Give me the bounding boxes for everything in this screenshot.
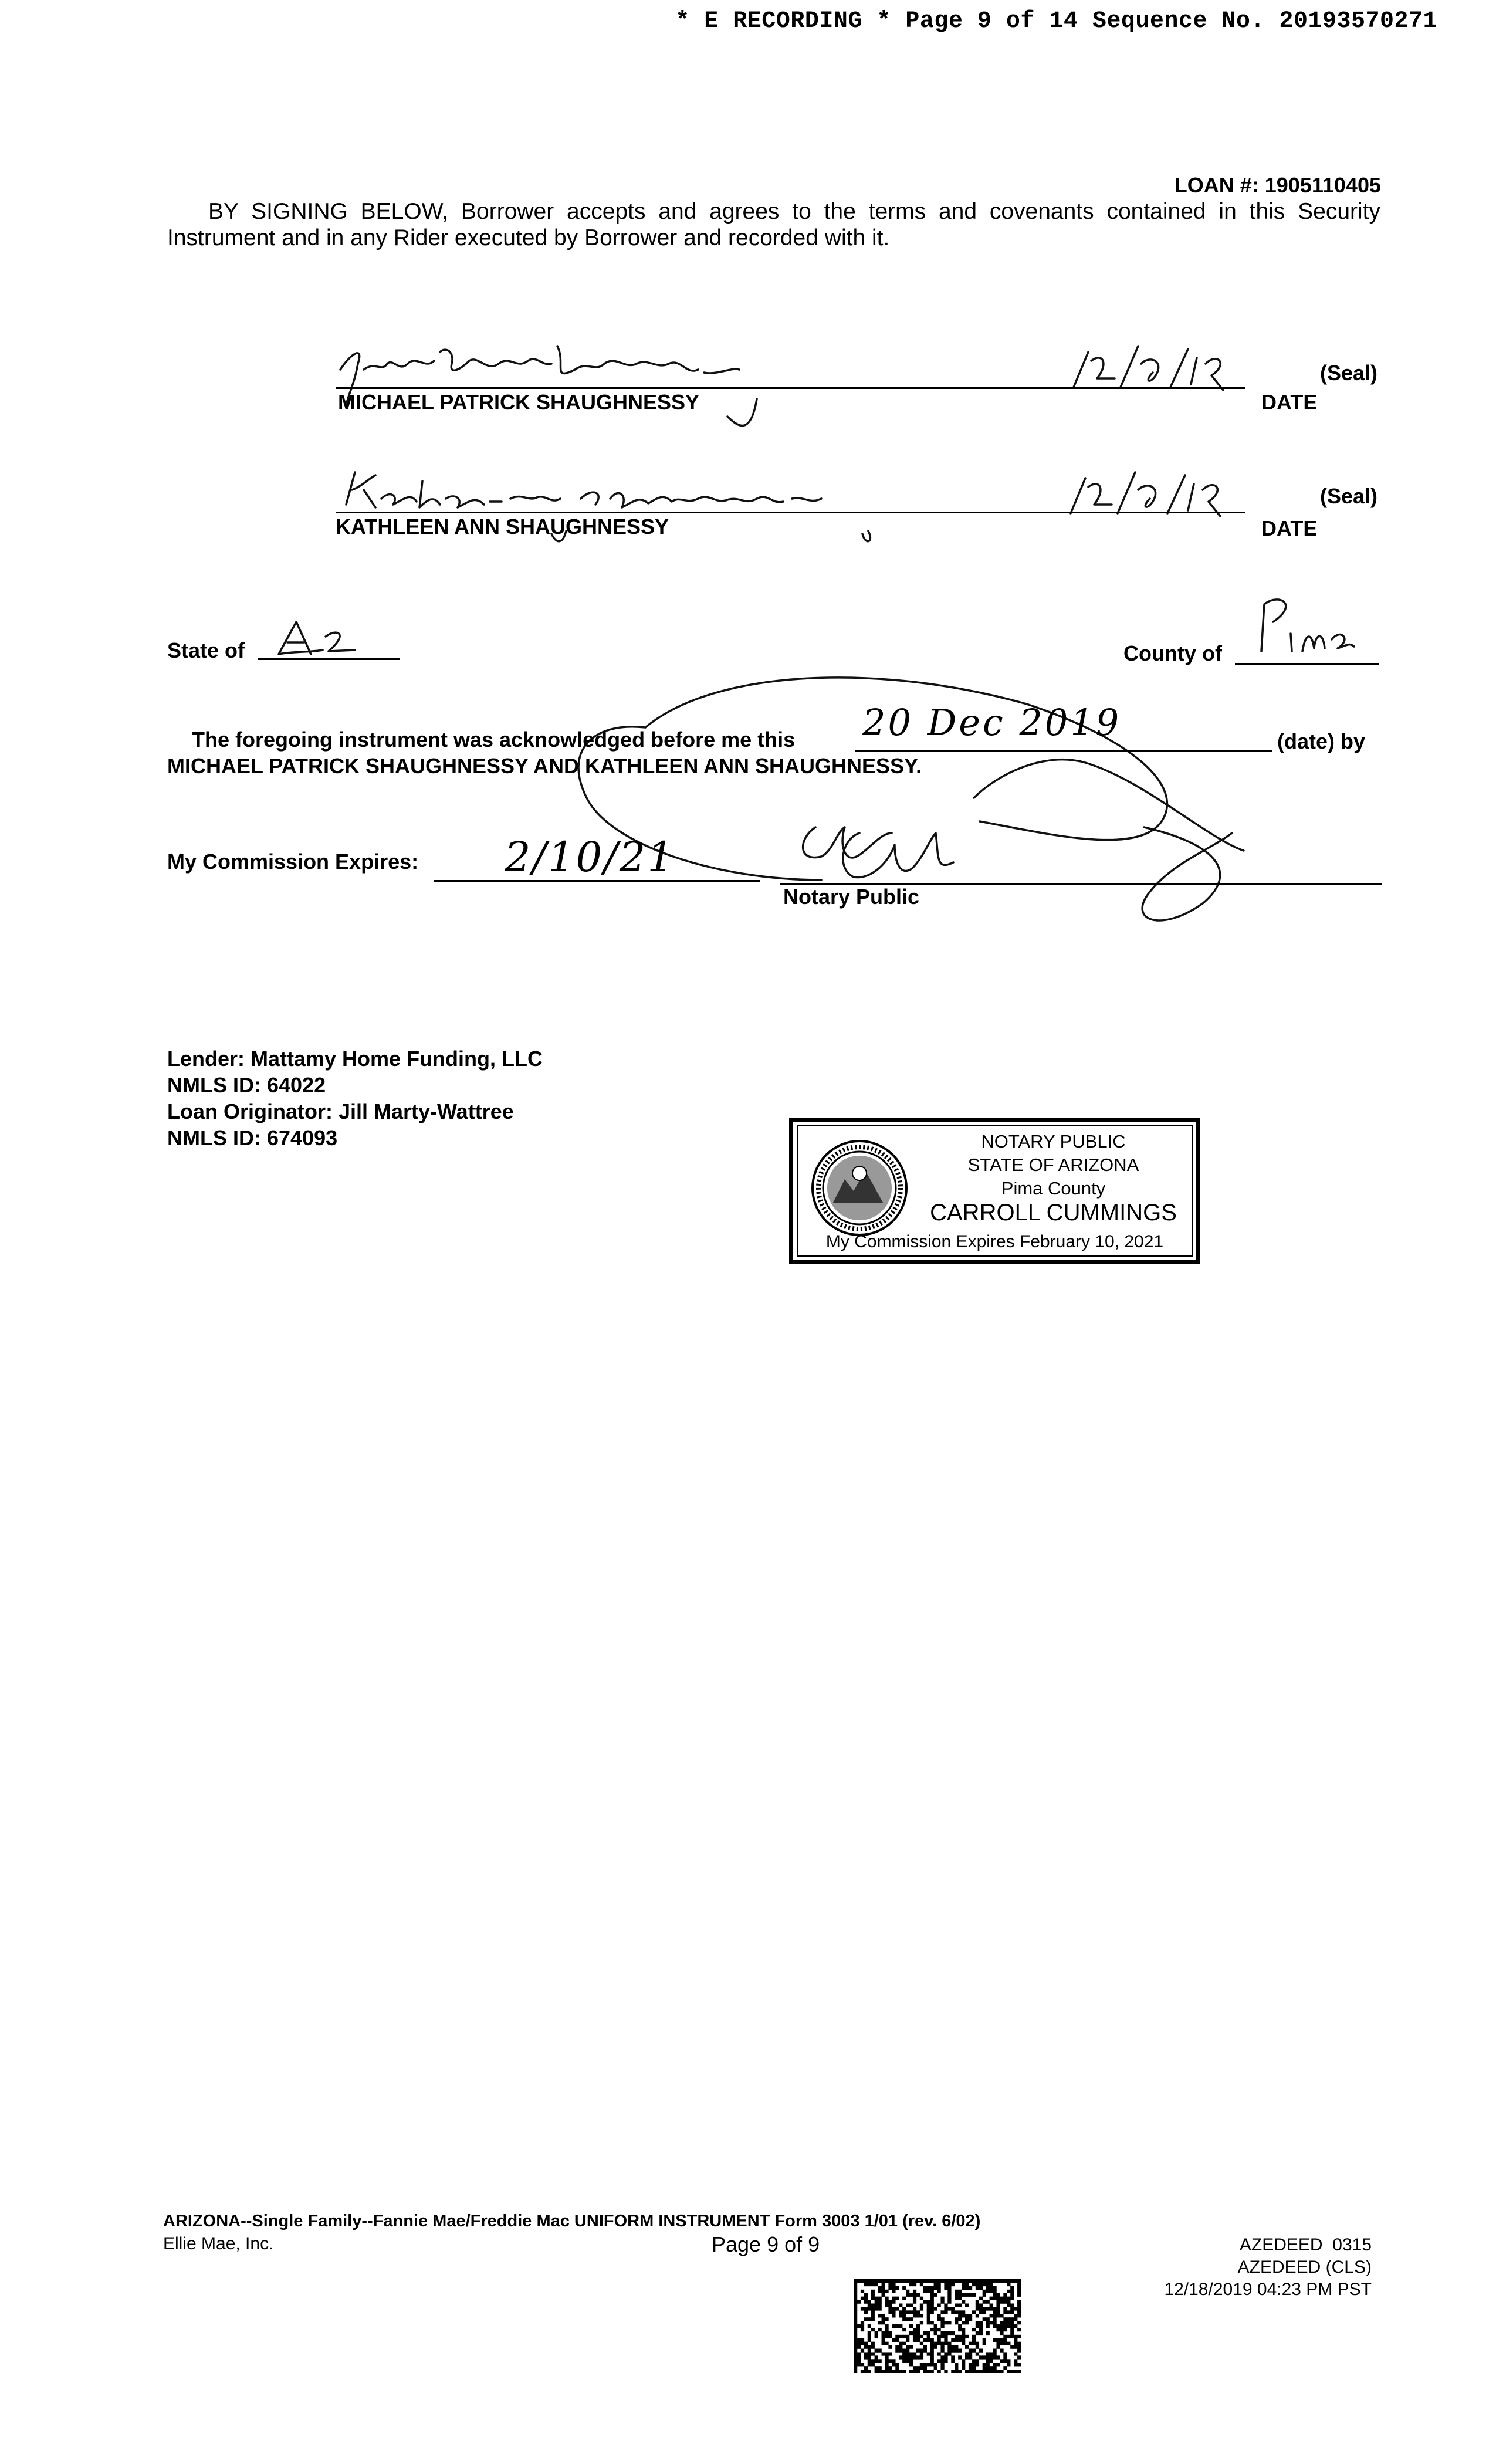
- lender-line-2: NMLS ID: 64022: [167, 1073, 326, 1097]
- state-handwritten: [270, 616, 364, 660]
- ack-text-after: (date) by: [1277, 729, 1366, 753]
- loan-label: LOAN #:: [1174, 173, 1259, 197]
- footer-code-1: AZEDEED 0315: [1239, 2235, 1372, 2255]
- commission-handwritten: 2/10/21: [505, 833, 675, 881]
- loan-number: [1175, 173, 1381, 198]
- intro-paragraph: BY SIGNING BELOW, Borrower accepts and agrees to the terms and covenants contained in this Security Instrument and in any Rider executed by Borrower and recorded with it.: [167, 199, 1380, 251]
- notary-signature: [818, 821, 971, 886]
- state-seal-icon: [810, 1138, 909, 1238]
- ack-text-before: The foregoing instrument was acknowledged before me this: [192, 727, 796, 752]
- lender-line-4: NMLS ID: 674093: [167, 1126, 338, 1150]
- stamp-line-3: Pima County: [1001, 1178, 1106, 1199]
- borrower-1-name: MICHAEL PATRICK SHAUGHNESSY: [338, 390, 700, 414]
- borrower-2-seal: (Seal): [1320, 484, 1378, 508]
- recording-header: * E RECORDING * Page 9 of 14 Sequence No. 20193570271: [675, 8, 1437, 35]
- stamp-expires: My Commission Expires February 10, 2021: [825, 1232, 1164, 1251]
- lender-block: [167, 1045, 543, 1151]
- footer-code-2: AZEDEED (CLS): [1237, 2257, 1372, 2277]
- borrower-1-date-handwritten: [1062, 340, 1250, 393]
- footer-codes: [1164, 2234, 1372, 2301]
- borrower-1-seal: (Seal): [1320, 361, 1378, 385]
- footer-vendor: Ellie Mae, Inc.: [163, 2234, 274, 2253]
- lender-line-1: Lender: Mattamy Home Funding, LLC: [167, 1047, 543, 1071]
- borrower-1-date-label: DATE: [1261, 390, 1318, 414]
- stamp-line-1: NOTARY PUBLIC: [981, 1131, 1126, 1152]
- stamp-line-2: STATE OF ARIZONA: [967, 1155, 1139, 1175]
- commission-label: My Commission Expires:: [167, 849, 419, 874]
- borrower-2-date-label: DATE: [1261, 516, 1318, 540]
- loan-value: 1905110405: [1264, 173, 1381, 197]
- notary-public-label: Notary Public: [783, 885, 920, 909]
- county-label: County of: [1123, 641, 1222, 665]
- document-barcode: [854, 2279, 1021, 2373]
- footer-timestamp: 12/18/2019 04:23 PM PST: [1164, 2280, 1372, 2299]
- stamp-name: CARROLL CUMMINGS: [930, 1200, 1177, 1226]
- county-handwritten: [1250, 593, 1355, 657]
- footer-page: Page 9 of 9: [712, 2232, 820, 2256]
- ack-parties: MICHAEL PATRICK SHAUGHNESSY AND KATHLEEN ANN SHAUGHNESSY.: [167, 754, 922, 778]
- notary-stamp: [789, 1118, 1200, 1264]
- state-label: State of: [167, 638, 245, 662]
- lender-line-3: Loan Originator: Jill Marty-Wattree: [167, 1099, 514, 1123]
- ack-handwritten-date: 20 Dec 2019: [862, 701, 1122, 744]
- borrower-2-name: KATHLEEN ANN SHAUGHNESSY: [336, 515, 669, 539]
- footer-form-title: ARIZONA--Single Family--Fannie Mae/Freddie Mac UNIFORM INSTRUMENT Form 3003 1/01 (rev. 6/02): [163, 2212, 981, 2231]
